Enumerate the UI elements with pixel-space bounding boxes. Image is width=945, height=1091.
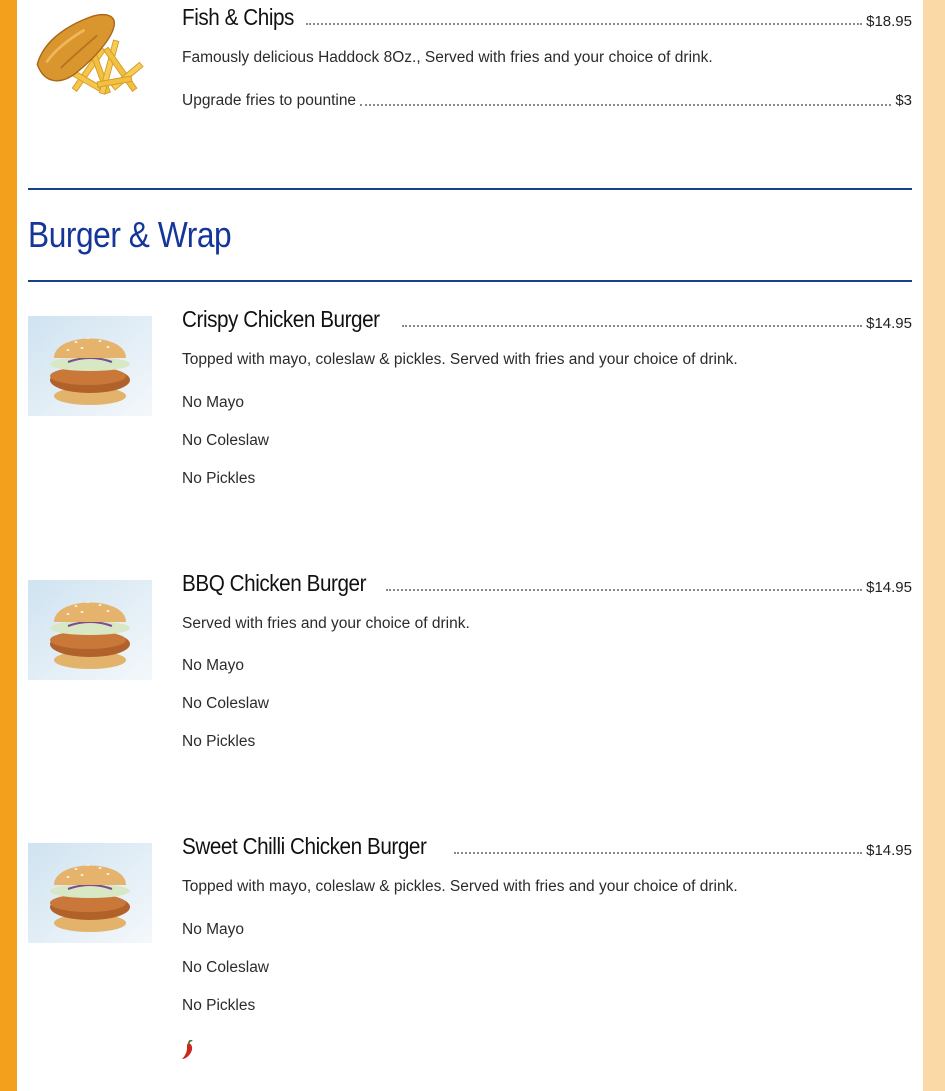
option-no-pickles[interactable]: No Pickles [182,470,256,487]
leader-dots [306,22,862,25]
leader-dots [386,588,862,591]
section-divider-bottom [28,280,912,282]
option-no-coleslaw[interactable]: No Coleslaw [182,959,270,976]
option-no-pickles[interactable]: No Pickles [182,733,256,750]
option-no-mayo[interactable]: No Mayo [182,394,245,411]
item-price: $14.95 [866,315,912,332]
chili-pepper-icon [180,1040,198,1062]
option-no-mayo[interactable]: No Mayo [182,657,245,674]
item-price: $18.95 [866,13,912,30]
item-description: Served with fries and your choice of drink. [182,615,470,632]
item-title: BBQ Chicken Burger [182,570,367,596]
option-no-coleslaw[interactable]: No Coleslaw [182,695,270,712]
item-description: Topped with mayo, coleslaw & pickles. Served with fries and your choice of drink. [182,351,738,368]
item-description: Famously delicious Haddock 8Oz., Served with fries and your choice of drink. [182,49,713,66]
leader-dots [454,851,863,854]
section-divider-top [28,188,912,190]
item-title: Crispy Chicken Burger [182,306,380,332]
item-title: Fish & Chips [182,4,294,30]
addon-option[interactable] [182,92,912,110]
section-title: Burger & Wrap [28,214,232,255]
sweet-chilli-chicken-burger-image [28,843,152,943]
option-no-coleslaw[interactable]: No Coleslaw [182,432,270,449]
fish-and-chips-image [28,8,152,108]
leader-dots [360,103,891,106]
leader-dots [402,324,863,327]
option-no-mayo[interactable]: No Mayo [182,921,245,938]
left-decorative-bar [0,0,17,1091]
item-description: Topped with mayo, coleslaw & pickles. Served with fries and your choice of drink. [182,878,738,895]
addon-label: Upgrade fries to pountine [182,92,357,109]
right-decorative-bar [923,0,945,1091]
addon-price: $3 [895,92,912,109]
item-price: $14.95 [866,579,912,596]
bbq-chicken-burger-image [28,580,152,680]
item-title: Sweet Chilli Chicken Burger [182,833,427,859]
item-price: $14.95 [866,842,912,859]
crispy-chicken-burger-image [28,316,152,416]
option-no-pickles[interactable]: No Pickles [182,997,256,1014]
